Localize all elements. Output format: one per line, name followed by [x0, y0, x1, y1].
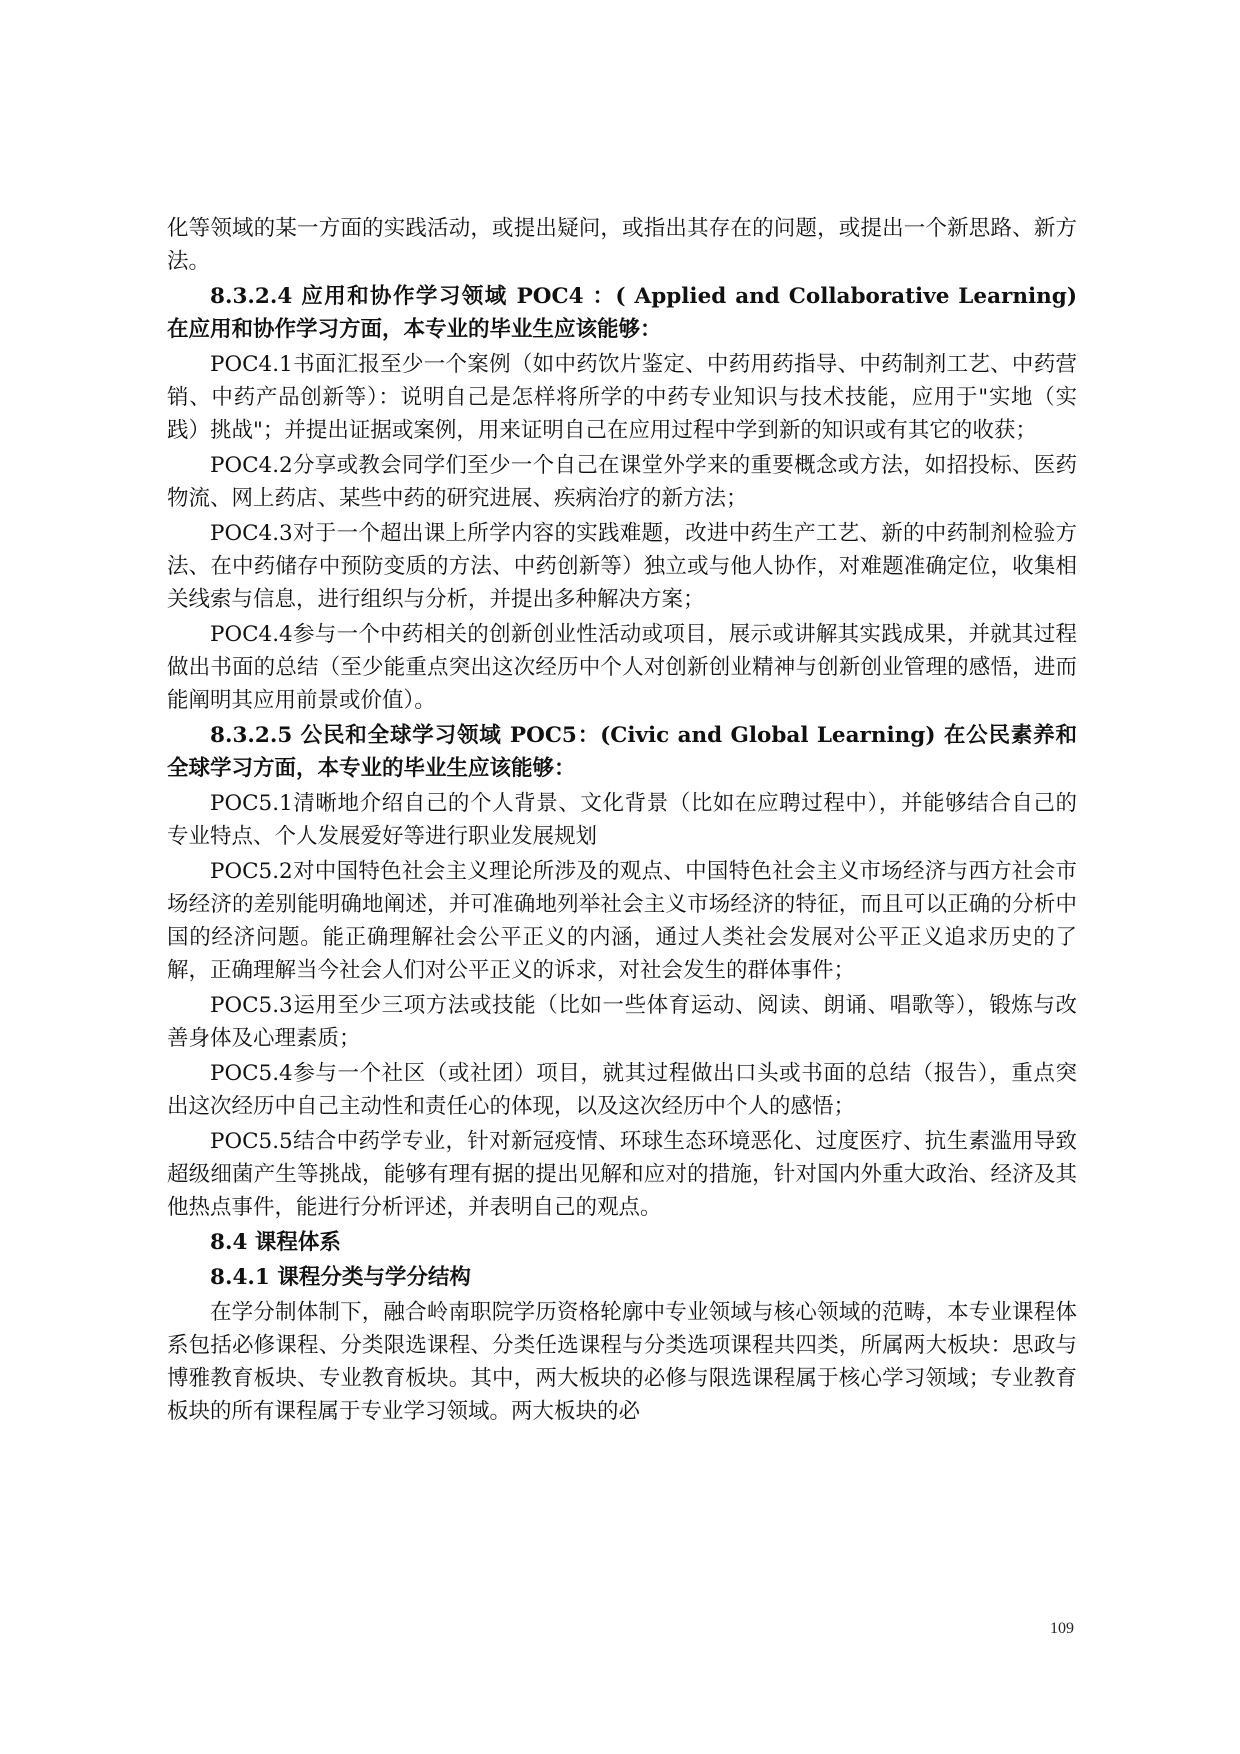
paragraph-poc5-2: POC5.2对中国特色社会主义理论所涉及的观点、中国特色社会主义市场经济与西方社会市场经济的差别能明确地阐述，并可准确地列举社会主义市场经济的特征，而且可以正确的分析中国的经济问题。能正确理解社会公平正义的内涵，通过人类社会发展对公平正义追求历史的了解，正确理解当今社会人们对公平正义的诉求，对社会发生的群体事件；: [167, 859, 1077, 983]
paragraph-poc4-2: POC4.2分享或教会同学们至少一个自己在课堂外学来的重要概念或方法，如招投标、医药物流、网上药店、某些中药的研究进展、疾病治疗的新方法；: [167, 453, 1077, 511]
section-heading-8-4: 8.4 课程体系: [210, 1230, 341, 1255]
paragraph-course-structure: 在学分制体制下，融合岭南职院学历资格轮廓中专业领域与核心领域的范畴，本专业课程体系包括必修课程、分类限选课程、分类任选课程与分类选项课程共四类，所属两大板块：思政与博雅教育板块、专业教育板块。其中，两大板块的必修与限选课程属于核心学习领域；专业教育板块的所有课程属于专业学习领域。两大板块的必: [167, 1300, 1077, 1424]
section-heading-8-4-1: 8.4.1 课程分类与学分结构: [210, 1265, 471, 1290]
document-body: [167, 212, 1077, 1428]
paragraph-poc5-4: POC5.4参与一个社区（或社团）项目，就其过程做出口头或书面的总结（报告），重点突出这次经历中自己主动性和责任心的体现，以及这次经历中个人的感悟；: [167, 1061, 1077, 1119]
section-heading-8-3-2-5: 8.3.2.5 公民和全球学习领域 POC5：(Civic and Global Learning) 在公民素养和全球学习方面，本专业的毕业生应该能够：: [167, 723, 1077, 781]
paragraph-continuation: 化等领域的某一方面的实践活动，或提出疑问，或指出其存在的问题，或提出一个新思路、新方法。: [167, 216, 1077, 274]
paragraph-poc5-5: POC5.5结合中药学专业，针对新冠疫情、环球生态环境恶化、过度医疗、抗生素滥用导致超级细菌产生等挑战，能够有理有据的提出见解和应对的措施，针对国内外重大政治、经济及其他热点事件，能进行分析评述，并表明自己的观点。: [167, 1129, 1077, 1220]
paragraph-poc4-4: POC4.4参与一个中药相关的创新创业性活动或项目，展示或讲解其实践成果，并就其过程做出书面的总结（至少能重点突出这次经历中个人对创新创业精神与创新创业管理的感悟，进而能阐明其应用前景或价值）。: [167, 622, 1077, 713]
page-number: 109: [1050, 1620, 1074, 1637]
paragraph-poc5-1: POC5.1清晰地介绍自己的个人背景、文化背景（比如在应聘过程中），并能够结合自己的专业特点、个人发展爱好等进行职业发展规划: [167, 791, 1077, 849]
paragraph-poc4-1: POC4.1书面汇报至少一个案例（如中药饮片鉴定、中药用药指导、中药制剂工艺、中药营销、中药产品创新等）：说明自己是怎样将所学的中药专业知识与技术技能，应用于"实地（实践）挑战"；并提出证据或案例，用来证明自己在应用过程中学到新的知识或有其它的收获；: [167, 352, 1077, 443]
paragraph-poc5-3: POC5.3运用至少三项方法或技能（比如一些体育运动、阅读、朗诵、唱歌等），锻炼与改善身体及心理素质；: [167, 993, 1077, 1051]
section-heading-8-3-2-4: 8.3.2.4 应用和协作学习领域 POC4 ：( Applied and Collaborative Learning) 在应用和协作学习方面，本专业的毕业生应该能够：: [167, 284, 1077, 342]
paragraph-poc4-3: POC4.3对于一个超出课上所学内容的实践难题，改进中药生产工艺、新的中药制剂检验方法、在中药储存中预防变质的方法、中药创新等）独立或与他人协作，对难题准确定位，收集相关线索与信息，进行组织与分析，并提出多种解决方案；: [167, 521, 1077, 612]
